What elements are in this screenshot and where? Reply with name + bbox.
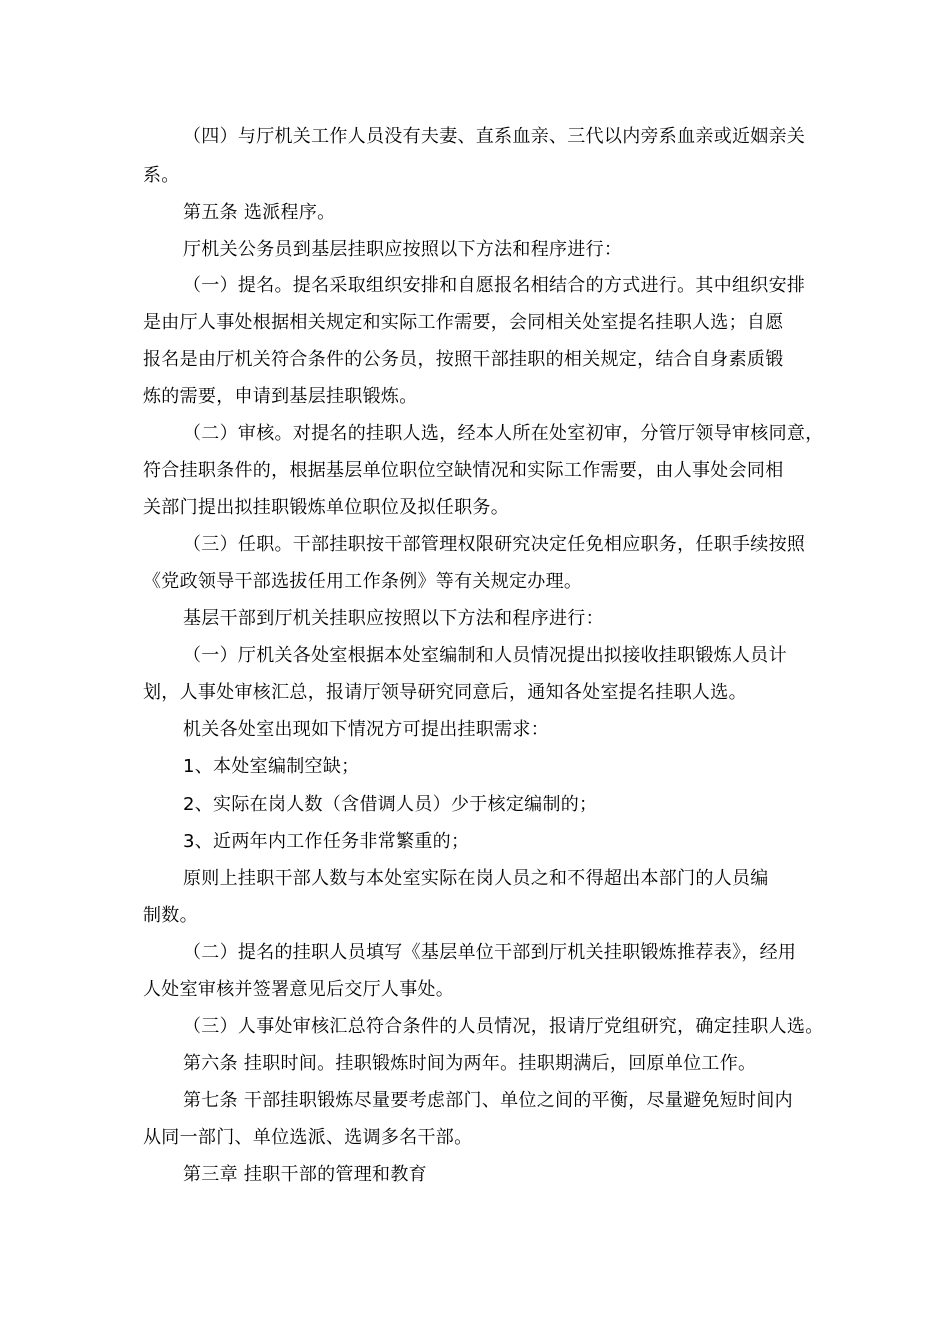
text-line: （四）与厅机关工作人员没有夫妻、直系血亲、三代以内旁系血亲或近姻亲关 — [183, 126, 806, 147]
text-line: 人处室审核并签署意见后交厅人事处。 — [143, 979, 455, 1000]
list-item: 1、本处室编制空缺； — [183, 756, 360, 777]
text-line: 是由厅人事处根据相关规定和实际工作需要，会同相关处室提名挂职人选；自愿 — [143, 312, 784, 333]
text-line: （二）提名的挂职人员填写《基层单位干部到厅机关挂职锻炼推荐表》，经用 — [183, 942, 797, 963]
section-heading: 第七条 干部挂职锻炼尽量要考虑部门、单位之间的平衡，尽量避免短时间内 — [183, 1090, 793, 1111]
text-line: 制数。 — [143, 905, 198, 926]
chapter-heading: 第三章 挂职干部的管理和教育 — [183, 1164, 427, 1185]
text-line: （三）任职。干部挂职按干部管理权限研究决定任免相应职务，任职手续按照 — [183, 534, 806, 555]
text-line: （三）人事处审核汇总符合条件的人员情况，报请厅党组研究，确定挂职人选。 — [183, 1016, 824, 1037]
text-line: （一）厅机关各处室根据本处室编制和人员情况提出拟接收挂职锻炼人员计 — [183, 645, 787, 666]
text-line: 炼的需要，申请到基层挂职锻炼。 — [143, 386, 418, 407]
text-line: 划，人事处审核汇总，报请厅领导研究同意后，通知各处室提名挂职人选。 — [143, 682, 747, 703]
text-line: （二）审核。对提名的挂职人选，经本人所在处室初审，分管厅领导审核同意， — [183, 423, 824, 444]
text-line: （一）提名。提名采取组织安排和自愿报名相结合的方式进行。其中组织安排 — [183, 275, 806, 296]
text-line: 从同一部门、单位选派、选调多名干部。 — [143, 1127, 473, 1148]
section-heading: 第六条 挂职时间。挂职锻炼时间为两年。挂职期满后，回原单位工作。 — [183, 1053, 757, 1074]
text-line: 基层干部到厅机关挂职应按照以下方法和程序进行： — [183, 608, 604, 629]
list-item: 2、实际在岗人数（含借调人员）少于核定编制的； — [183, 794, 598, 815]
text-line: 原则上挂职干部人数与本处室实际在岗人员之和不得超出本部门的人员编 — [183, 868, 769, 889]
text-line: 机关各处室出现如下情况方可提出挂职需求： — [183, 719, 549, 740]
text-line: 厅机关公务员到基层挂职应按照以下方法和程序进行： — [183, 239, 623, 260]
section-heading: 第五条 选派程序。 — [183, 202, 336, 223]
text-line: 符合挂职条件的，根据基层单位职位空缺情况和实际工作需要，由人事处会同相 — [143, 460, 784, 481]
text-line: 关部门提出拟挂职锻炼单位职位及拟任职务。 — [143, 497, 509, 518]
text-line: 系。 — [143, 165, 180, 186]
text-line: 《党政领导干部选拔任用工作条例》等有关规定办理。 — [143, 571, 583, 592]
text-line: 报名是由厅机关符合条件的公务员，按照干部挂职的相关规定，结合自身素质锻 — [143, 349, 784, 370]
list-item: 3、近两年内工作任务非常繁重的； — [183, 831, 470, 852]
